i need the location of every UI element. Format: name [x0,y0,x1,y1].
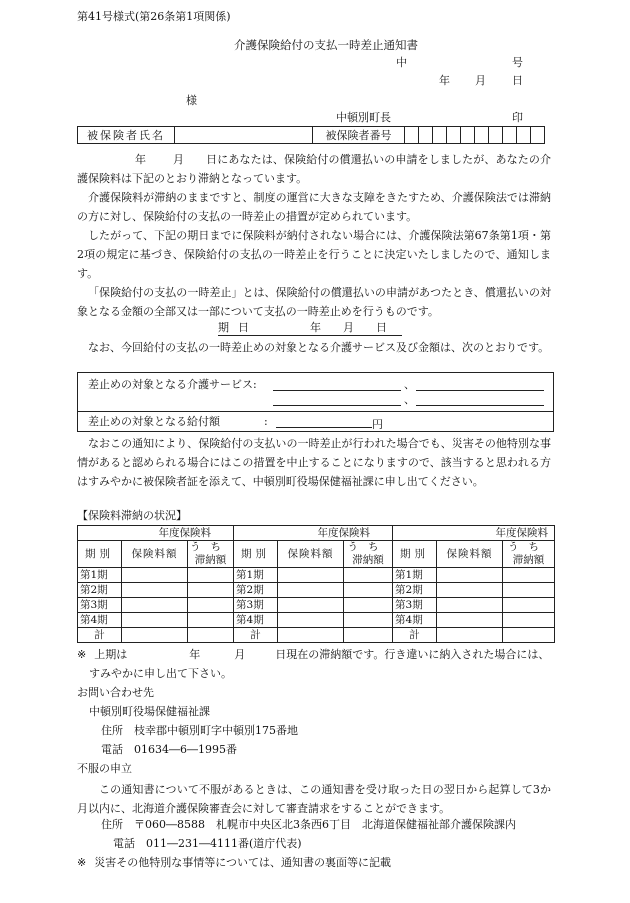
contact-phone: 電話 01634―6―1995番 [101,743,237,756]
note-1 [77,648,549,662]
issue-month: 月 [475,74,486,87]
service-comma-1: 、 [404,378,415,391]
number-prefix: 中 [396,56,407,69]
table-row [78,583,555,598]
service-line-1a [273,377,401,391]
period-cell: 第2期 [234,583,278,598]
intro-text: 日にあなたは、保険給付の償還払いの申請をしましたが、あなたの介護保険料は下記のとおり滞納となっています。 [77,153,551,185]
issuer-name: 中頓別町長 [336,111,391,124]
col-period: 期別 [78,541,122,568]
deadline-line [218,321,402,336]
col-arrears-bottom: 滞納額 [512,554,545,566]
insured-number-digit [461,127,475,144]
paragraph-5: なお、今回給付の支払の一時差止めの対象となる介護サービス及び金額は、次のとおりです。 [88,341,550,354]
service-line-1b [416,377,544,391]
amount-yen: 円 [372,418,383,431]
total-label: 計 [234,628,278,643]
paragraph-4: 「保険給付の支払の一時差止」とは、保険給付の償還払いの申請があつたとき、償還払いの対象となる金額の全部又は一部について支払の一時差止めを行うものです。 [77,286,551,318]
contact-heading: お問い合わせ先 [77,686,154,699]
insured-number-digit [433,127,447,144]
issuer-seal: 印 [512,111,523,124]
col-period: 期別 [234,541,278,568]
total-row [78,628,555,643]
insured-number-digit [419,127,433,144]
col-arrears-top: うち [508,541,550,553]
contact-office: 中頓別町役場保健福祉課 [89,705,210,718]
insured-number-digit [517,127,531,144]
col-arrears-top: うち [190,541,231,553]
col-period: 期別 [393,541,437,568]
note-2-text: 災害その他特別な事情等については、通知書の裏面等に記載 [94,856,391,869]
note-1-year: 年 [189,648,201,661]
total-label: 計 [78,628,122,643]
insured-number-digit [489,127,503,144]
appeal-text: この通知書について不服があるときは、この通知書を受け取った日の翌日から起算して3か月以内に、北海道介護保険審査会に対して審査請求をすることができます。 [77,783,551,815]
issue-year: 年 [439,74,450,87]
period-cell: 第2期 [78,583,122,598]
col-arrears [503,541,555,568]
col-arrears [344,541,393,568]
period-cell: 第4期 [393,613,437,628]
contact-address: 住所 枝幸郡中頓別町字中頓別175番地 [101,724,298,737]
note-1-mark: ※ [77,648,87,661]
intro-month: 月 [173,153,184,166]
amount-line [276,414,383,432]
deadline-label: 期日 [218,321,258,334]
note-1-pre: 上期は [94,648,128,661]
intro-year: 年 [135,153,146,166]
note-2 [77,856,391,870]
amount-colon: : [264,415,268,428]
col-arrears-top: うち [347,541,389,553]
table-row [78,613,555,628]
appeal-heading: 不服の申立 [77,762,132,775]
insured-number-digit [475,127,489,144]
insured-number-digit [503,127,517,144]
suspension-box [77,372,554,432]
deadline-year: 年 [310,321,321,334]
table-row [78,568,555,583]
intro-paragraph [77,150,551,188]
insured-number-digit [447,127,461,144]
paragraph-3: したがって、下記の期日までに保険料が納付されない場合には、介護保険法第67条第1項・第2項の規定に基づき、保険給付の支払の一時差止を行うことに決定いたしましたので、通知します。 [77,229,551,280]
insured-name-label: 被保険者氏名 [78,127,175,144]
deadline-day: 日 [376,321,387,334]
note-1-month: 月 [234,648,246,661]
col-amount: 保険料額 [437,541,503,568]
issue-day: 日 [512,74,523,87]
addressee-suffix: 様 [186,94,197,107]
amount-label: 差止めの対象となる給付額 [88,415,220,428]
arrears-heading: 【保険料滞納の状況】 [77,509,187,522]
form-number: 第41号様式(第26条第1項関係) [77,10,231,23]
paragraph-2: 介護保険料が滞納のままですと、制度の運営に大きな支障をきたすため、介護保険法では滞納の方に対し、保険給付の支払の一時差止の措置が定められています。 [77,191,551,223]
period-cell: 第1期 [234,568,278,583]
appeal-address: 住所 〒060―8588 札幌市中央区北3条西6丁目 北海道保健福祉部介護保険課内 [101,818,516,831]
period-cell: 第1期 [393,568,437,583]
period-cell: 第4期 [234,613,278,628]
paragraph-6: なおこの通知により、保険給付の支払いの一時差止が行われた場合でも、災害その他特別な事情があると認められる場合にはこの措置を中止することになりますので、該当すると思われる方はすみやかに被保険者証を添えて、中頓別町役場保健福祉課に申し出てください。 [77,437,551,488]
col-amount: 保険料額 [278,541,344,568]
year-header-3: 年度保険料 [393,526,555,541]
year-header-1: 年度保険料 [78,526,234,541]
service-line-2b [416,392,544,406]
note-1-text: 日現在の滞納額です。行き違いに納入された場合には、 [275,648,550,661]
number-suffix: 号 [512,56,523,69]
appeal-phone: 電話 011―231―4111番(道庁代表) [113,837,302,850]
period-cell: 第3期 [78,598,122,613]
period-cell: 第4期 [78,613,122,628]
period-cell: 第3期 [393,598,437,613]
table-row [78,598,555,613]
arrears-table [77,525,555,643]
service-comma-2: 、 [404,393,415,406]
note-1-line2: すみやかに申し出て下さい。 [89,667,232,680]
deadline-month: 月 [343,321,354,334]
period-cell: 第1期 [78,568,122,583]
year-header-2: 年度保険料 [234,526,393,541]
col-arrears-bottom: 滞納額 [352,554,384,566]
service-line-2a [273,392,401,406]
period-cell: 第2期 [393,583,437,598]
document-title: 介護保険給付の支払一時差止通知書 [234,38,418,52]
note-2-mark: ※ [77,856,87,869]
total-label: 計 [393,628,437,643]
insured-table [77,126,545,144]
service-label: 差止めの対象となる介護サービス: [88,378,257,391]
insured-number-label: 被保険者番号 [313,127,405,144]
insured-number-digit [531,127,545,144]
col-arrears [188,541,234,568]
col-amount: 保険料額 [122,541,188,568]
insured-number-digit [405,127,419,144]
insured-name-cell [175,127,313,144]
period-cell: 第3期 [234,598,278,613]
col-arrears-bottom: 滞納額 [194,554,227,566]
